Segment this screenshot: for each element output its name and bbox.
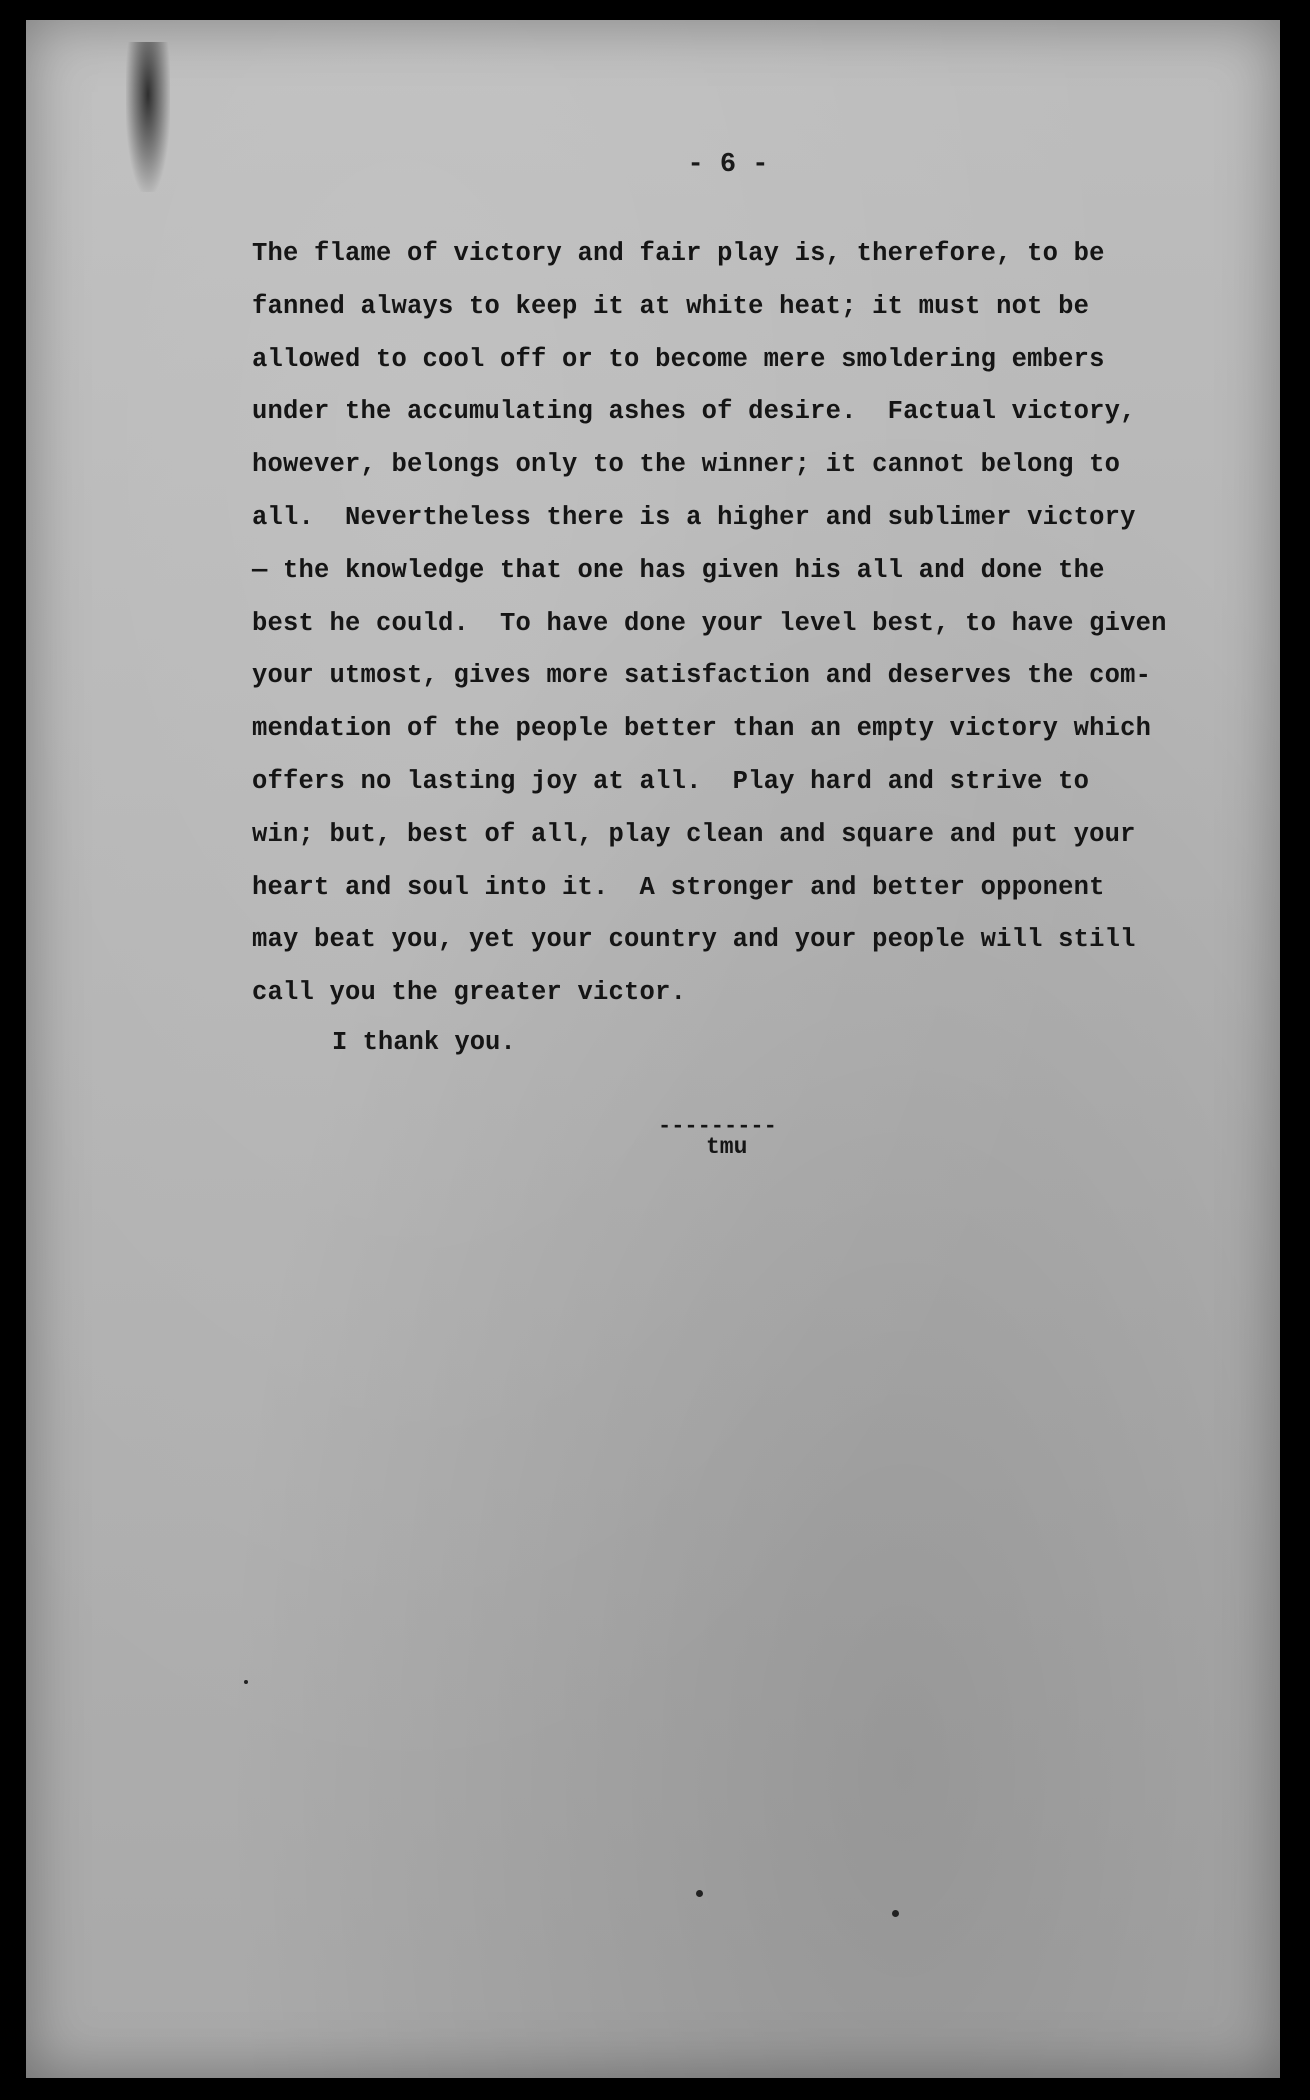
text-line: allowed to cool off or to become mere smoldering embers	[252, 344, 1105, 374]
divider-line: ---------	[658, 1114, 777, 1139]
typist-initials: tmu	[706, 1134, 748, 1160]
text-line: The flame of victory and fair play is, therefore, to be	[252, 239, 1105, 268]
closing-line: I thank you.	[332, 1028, 516, 1057]
paper-speck	[696, 1890, 703, 1897]
text-line: call you the greater victor.	[252, 978, 687, 1008]
page-number: - 6 -	[687, 150, 769, 180]
text-line: however, belongs only to the winner; it cannot belong to	[252, 450, 1121, 480]
text-line: under the accumulating ashes of desire. Factual victory,	[252, 397, 1136, 427]
text-line: all. Nevertheless there is a higher and sublimer victory	[252, 502, 1136, 532]
paper-speck	[244, 1680, 248, 1684]
text-line: mendation of the people better than an empty victory which	[252, 714, 1152, 744]
body-paragraph	[252, 228, 1212, 1020]
text-line: offers no lasting joy at all. Play hard and strive to	[252, 766, 1090, 796]
text-line: — the knowledge that one has given his all and done the	[252, 555, 1105, 585]
text-line: your utmost, gives more satisfaction and deserves the com-	[252, 661, 1152, 691]
text-line: win; but, best of all, play clean and square and put your	[252, 819, 1136, 849]
text-line: best he could. To have done your level best, to have given	[252, 608, 1167, 638]
text-line: fanned always to keep it at white heat; it must not be	[252, 291, 1090, 321]
document-page	[26, 20, 1280, 2078]
text-line: may beat you, yet your country and your people will still	[252, 925, 1136, 955]
text-line: heart and soul into it. A stronger and better opponent	[252, 872, 1105, 902]
paper-speck	[892, 1910, 899, 1917]
